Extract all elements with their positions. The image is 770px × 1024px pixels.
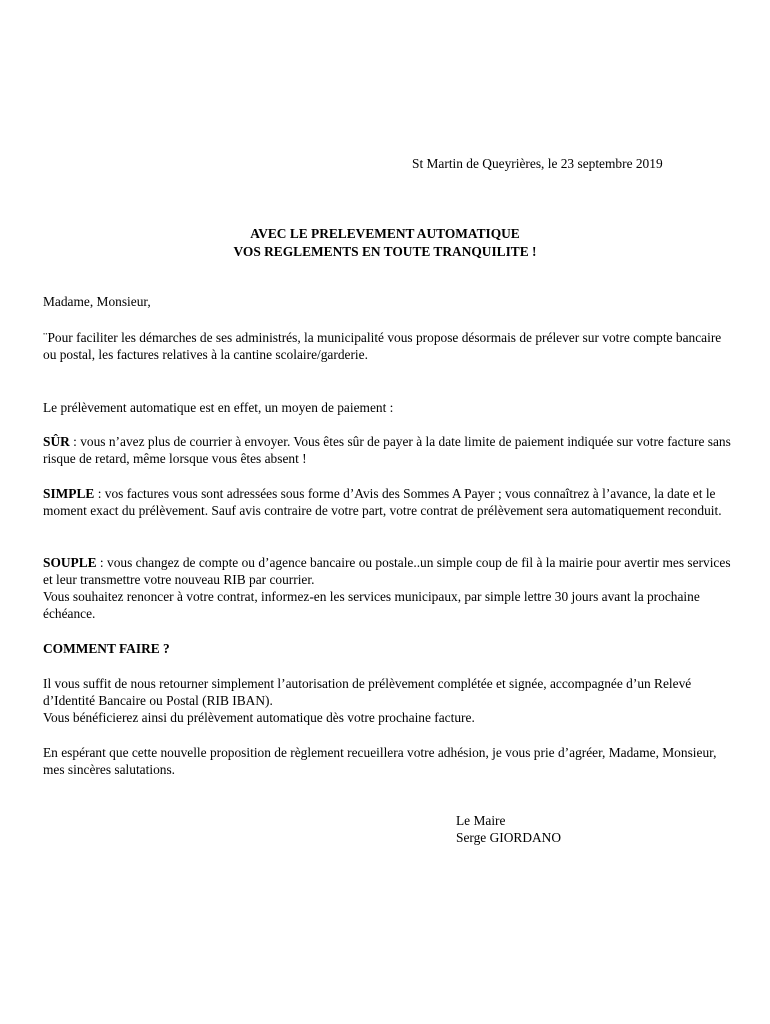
souple-paragraph <box>43 554 733 588</box>
title-line-2: VOS REGLEMENTS EN TOUTE TRANQUILITE ! <box>233 244 537 259</box>
simple-label: SIMPLE <box>43 486 95 501</box>
signature-block <box>456 812 561 846</box>
simple-text: : vos factures vous sont adressées sous forme d’Avis des Sommes A Payer ; vous connaîtrez à l’avance, la date et le moment exact du prélèvement. Sauf avis contraire de votre part, votre contrat de prélèvement sera automatiquement reconduit. <box>43 486 722 518</box>
how-paragraph-2: Vous bénéficierez ainsi du prélèvement automatique dès votre prochaine facture. <box>43 710 475 725</box>
date-line: St Martin de Queyrières, le 23 septembre 2019 <box>412 156 663 171</box>
sur-label: SÛR <box>43 434 70 449</box>
souple-label: SOUPLE <box>43 555 97 570</box>
title-line-1: AVEC LE PRELEVEMENT AUTOMATIQUE <box>250 226 520 241</box>
salutation: Madame, Monsieur, <box>43 294 151 309</box>
souple-paragraph-2: Vous souhaitez renoncer à votre contrat, informez-en les services municipaux, par simple lettre 30 jours avant la prochaine échéance. <box>43 589 700 621</box>
sur-text: : vous n’avez plus de courrier à envoyer. Vous êtes sûr de payer à la date limite de paiement indiquée sur votre facture sans risque de retard, même lorsque vous êtes absent ! <box>43 434 731 466</box>
how-paragraph-1: Il vous suffit de nous retourner simplement l’autorisation de prélèvement complétée et signée, accompagnée d’un Relevé d’Identité Bancaire ou Postal (RIB IBAN). <box>43 676 692 708</box>
sur-paragraph <box>43 433 733 467</box>
closing-paragraph: En espérant que cette nouvelle proposition de règlement recueillera votre adhésion, je vous prie d’agréer, Madame, Monsieur, mes sincères salutations. <box>43 745 717 777</box>
simple-paragraph <box>43 485 733 519</box>
means-intro: Le prélèvement automatique est en effet, un moyen de paiement : <box>43 400 394 415</box>
signer-name: Serge GIORDANO <box>456 830 562 845</box>
letter-title <box>0 225 770 261</box>
souple-text: : vous changez de compte ou d’agence bancaire ou postale..un simple coup de fil à la mairie pour avertir mes services et leur transmettre votre nouveau RIB par courrier. <box>43 555 731 587</box>
intro-paragraph: ¨Pour faciliter les démarches de ses administrés, la municipalité vous propose désormais de prélever sur votre compte bancaire ou postal, les factures relatives à la cantine scolaire/garderie. <box>43 330 722 362</box>
how-heading: COMMENT FAIRE ? <box>43 641 170 656</box>
signer-title: Le Maire <box>456 813 506 828</box>
